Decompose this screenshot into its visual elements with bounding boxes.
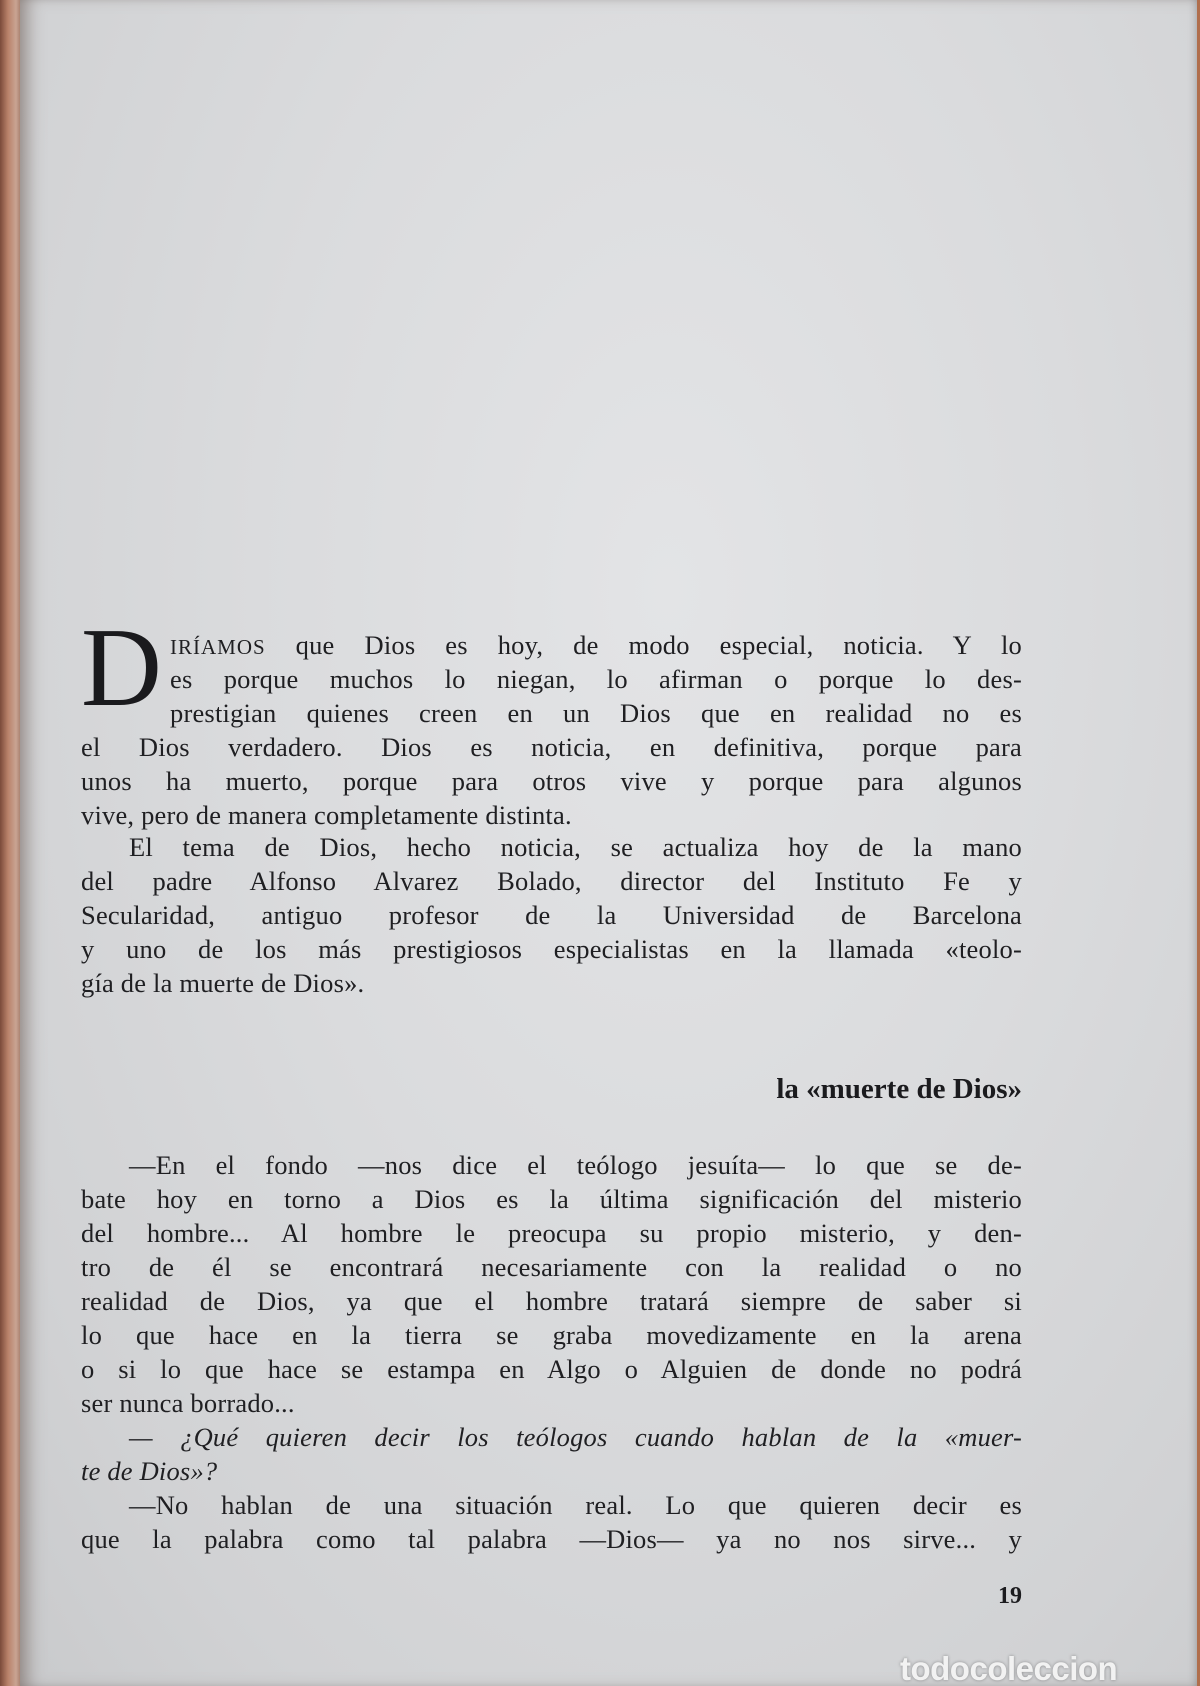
text-line: El tema de Dios, hecho noticia, se actualiza hoy de la mano	[129, 832, 1022, 862]
text-line: —En el fondo —nos dice el teólogo jesuíta— lo que se de-	[129, 1150, 1022, 1180]
interview-paragraph	[81, 1148, 1022, 1420]
text-line: bate hoy en torno a Dios es la última significación del misterio	[81, 1184, 1022, 1214]
drop-cap: D	[81, 606, 162, 730]
drop-cap-word: IRÍAMOS	[170, 635, 266, 659]
text-line: —No hablan de una situación real. Lo que quieren decir es	[129, 1490, 1022, 1520]
text-line: gía de la muerte de Dios».	[81, 968, 365, 998]
text-line-content: que Dios es hoy, de modo especial, noticia. Y lo	[295, 630, 1022, 660]
text-line: el Dios verdadero. Dios es noticia, en definitiva, porque para	[81, 732, 1022, 762]
text-line: te de Dios»?	[81, 1456, 218, 1486]
answer-paragraph	[81, 1488, 1022, 1556]
text-line: tro de él se encontrará necesariamente con la realidad o no	[81, 1252, 1022, 1282]
text-line: vive, pero de manera completamente distinta.	[81, 800, 572, 830]
text-line: y uno de los más prestigiosos especialistas en la llamada «teolo-	[81, 934, 1022, 964]
text-line: que la palabra como tal palabra —Dios— ya no nos sirve... y	[81, 1524, 1022, 1554]
text-line: unos ha muerto, porque para otros vive y porque para algunos	[81, 766, 1022, 796]
text-line: ser nunca borrado...	[81, 1388, 295, 1418]
section-heading: la «muerte de Dios»	[776, 1073, 1022, 1105]
text-line: Secularidad, antiguo profesor de la Universidad de Barcelona	[81, 900, 1022, 930]
text-line: realidad de Dios, ya que el hombre tratará siempre de saber si	[81, 1286, 1022, 1316]
text-line: prestigian quienes creen en un Dios que en realidad no es	[170, 698, 1022, 728]
text-line: lo que hace en la tierra se graba movedizamente en la arena	[81, 1320, 1022, 1350]
page-number: 19	[998, 1583, 1022, 1609]
second-paragraph	[81, 830, 1022, 1000]
intro-paragraph	[81, 628, 1022, 832]
text-line: es porque muchos lo niegan, lo afirman o porque lo des-	[170, 664, 1022, 694]
text-line: o si lo que hace se estampa en Algo o Alguien de donde no podrá	[81, 1354, 1022, 1384]
interview-question	[81, 1420, 1022, 1488]
text-line: — ¿Qué quieren decir los teólogos cuando hablan de la «muer-	[129, 1422, 1022, 1452]
text-line	[81, 628, 1022, 662]
watermark-logo: todocoleccion	[900, 1650, 1118, 1686]
text-line: del hombre... Al hombre le preocupa su propio misterio, y den-	[81, 1218, 1022, 1248]
text-line: del padre Alfonso Alvarez Bolado, director del Instituto Fe y	[81, 866, 1022, 896]
